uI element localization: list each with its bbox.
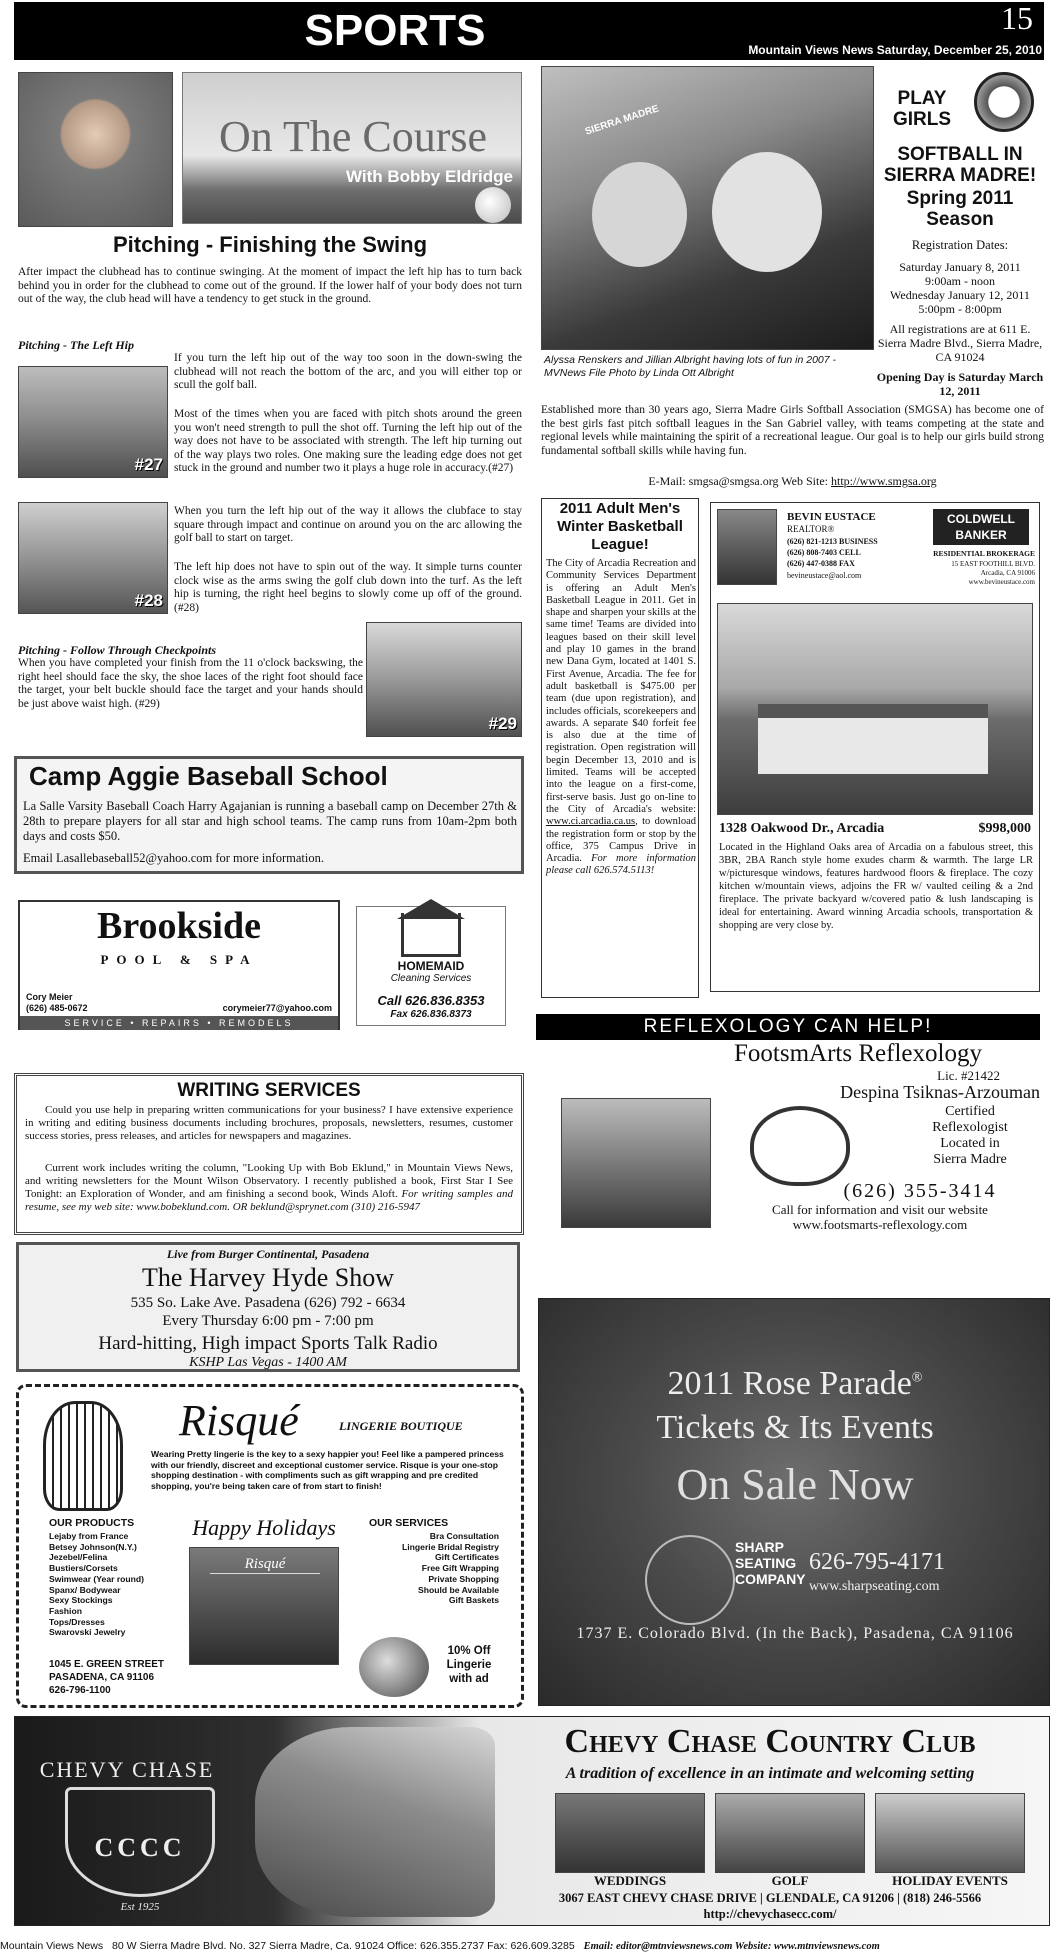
- brookside-name: Brookside: [96, 905, 261, 947]
- golf-photo-27: [18, 366, 168, 478]
- registration-time-1: 9:00am - noon: [925, 274, 995, 288]
- house-photo: [717, 603, 1033, 815]
- holiday-events-photo: [875, 1793, 1025, 1873]
- reflexology-line-1: Certified: [945, 1104, 995, 1119]
- sharp-company-2: SEATING: [735, 1555, 797, 1571]
- brookside-phone: (626) 485-0672: [26, 1003, 88, 1013]
- smgsa-website-link[interactable]: http://www.smgsa.org: [830, 474, 937, 488]
- softball-title-play: PLAY GIRLS: [892, 88, 952, 130]
- risque-store-sign: Risqué: [210, 1556, 320, 1574]
- listing-price: $998,000: [978, 821, 1031, 836]
- logo-line-2: BANKER: [955, 528, 1007, 542]
- registration-time-2: 5:00pm - 8:00pm: [918, 302, 1002, 316]
- service-item: Private Shopping: [428, 1573, 499, 1584]
- brookside-footer: SERVICE • REPAIRS • REMODELS: [20, 1016, 338, 1030]
- harvey-hyde-box: [16, 1242, 520, 1372]
- brookside-ad: [18, 900, 340, 1030]
- house-icon: [401, 913, 461, 957]
- agent-phone-cell: (626) 808-7403 CELL: [787, 548, 861, 557]
- reflexology-license: Lic. #21422: [937, 1068, 1000, 1083]
- agent-photo: [717, 509, 777, 585]
- softball-caption: Alyssa Renskers and Jillian Albright having lots of fun in 2007 - MVNews File Photo by Linda Ott Albright: [544, 354, 837, 379]
- risque-discount-1: 10% Off: [447, 1645, 491, 1657]
- chevy-chase-title: Chevy Chase Country Club: [564, 1723, 976, 1760]
- baseball-email: Email Lasallebaseball52@yahoo.com for more information.: [23, 851, 325, 865]
- writing-p2-text: Current work includes writing the column, "Looking Up with Bob Eklund," in Mountain Views News, and writing newsletters for the Mount Wilson Observatory. I recently published a book, First Star I See Tonight: an Exploration of Wonder, and am finishing a second book, Winds Aloft.: [25, 1162, 513, 1200]
- product-item: Lejaby from France: [49, 1531, 129, 1541]
- writing-title: WRITING SERVICES: [177, 1080, 361, 1101]
- rose-parade-ad: [538, 1298, 1050, 1706]
- corset-icon: [43, 1401, 123, 1511]
- paper-dateline: Mountain Views News Saturday, December 25, 2010: [748, 43, 1042, 57]
- arcadia-website-link[interactable]: www.ci.arcadia.ca.us: [546, 816, 636, 828]
- product-item: Betsey Johnson(N.Y.): [49, 1541, 137, 1552]
- service-item: Should be Available: [417, 1584, 499, 1595]
- golf-course-photo: [715, 1793, 865, 1873]
- risque-storefront: [189, 1547, 339, 1665]
- label-holiday-events: HOLIDAY EVENTS: [892, 1873, 1008, 1888]
- risque-products-title: OUR PRODUCTS: [49, 1517, 135, 1529]
- softball-email-line: E-Mail: smgsa@smgsa.org Web Site:: [648, 474, 831, 488]
- homemaid-name: HOMEMAID: [397, 959, 465, 973]
- label-golf: GOLF: [771, 1873, 809, 1888]
- broker-address-2: Arcadia, CA 91006: [980, 569, 1035, 577]
- risque-name: Risqué: [179, 1396, 299, 1445]
- footer-address: 80 W Sierra Madre Blvd. No. 327 Sierra Madre, Ca. 91024 Office: 626.355.2737 Fax: 626.609.3285: [112, 1940, 575, 1952]
- golf-p5: When you have completed your finish from the 11 o'clock backswing, the right heel should face the sky, the shoe laces of the right foot should face the target, your belt buckle should face the target and your hands should be just above waist high. (#29): [18, 657, 363, 710]
- rose-line-1: [539, 1365, 1051, 1403]
- reflexology-web[interactable]: www.footsmarts-reflexology.com: [792, 1217, 968, 1232]
- product-item: Sexy Stockings: [49, 1595, 113, 1606]
- registration-date-2: Wednesday January 12, 2011: [890, 288, 1030, 302]
- registration-date-1: Saturday January 8, 2011: [899, 260, 1021, 274]
- rose-web[interactable]: www.sharpseating.com: [809, 1579, 940, 1594]
- baseball-body: La Salle Varsity Baseball Coach Harry Agajanian is running a baseball camp on December 27th & 28th to prepare players for all star and high school teams. The camp runs from 10am-2pm both days and costs $50.: [23, 799, 517, 843]
- service-item: Bra Consultation: [429, 1531, 499, 1541]
- girl-right-face: [712, 152, 822, 272]
- reflexology-cta: Call for information and visit our website: [772, 1202, 988, 1217]
- basketball-title: 2011 Adult Men's Winter Basketball League!: [557, 500, 683, 553]
- reflexologist-photo: [561, 1098, 711, 1228]
- opening-day: Opening Day is Saturday March 12, 2011: [876, 370, 1044, 398]
- writing-services-box: [14, 1073, 524, 1235]
- rose-registered: ®: [911, 1370, 923, 1386]
- homemaid-subtitle: Cleaning Services: [390, 973, 472, 984]
- realestate-ad: [710, 502, 1040, 992]
- product-item: Bustiers/Corsets: [49, 1563, 118, 1574]
- agent-title: REALTOR®: [787, 524, 835, 534]
- chevy-chase-address: 3067 EAST CHEVY CHASE DRIVE | GLENDALE, CA 91206 | (818) 246-5566: [558, 1891, 982, 1905]
- label-weddings: WEDDINGS: [593, 1873, 667, 1888]
- product-item: Swimwear (Year round): [49, 1573, 145, 1584]
- golf-p2: Most of the times when you are faced with pitch shots around the green you won't need strength to pull the shot off. Turning the left hip out of the way does not have to be associated with strength. The left hip turning out of the way plays two roles. One making sure the leading edge does not get stuck in the ground and number two it plays a huge role in accuracy.(#27): [174, 408, 522, 474]
- baseball-box: [14, 756, 524, 874]
- sharp-company-1: SHARP: [735, 1539, 785, 1555]
- golf-banner: [182, 72, 522, 224]
- reflexologist-name: Despina Tsiknas-Arzouman: [840, 1082, 1040, 1102]
- risque-address-1: 1045 E. GREEN STREET: [49, 1659, 165, 1670]
- brookside-email: corymeier77@yahoo.com: [222, 1003, 332, 1013]
- house-shape: [758, 704, 988, 774]
- softball-body: Established more than 30 years ago, Sierra Madre Girls Softball Association (SMGSA) has become one of the best girls fast pitch softball leagues in the San Gabriel valley, with teams competing at the state and regional levels while maintaining the spirit of a recreational league. Our goal is to help our girls build strong fundamental softball skills while having fun.: [541, 404, 1044, 457]
- risque-subtitle: LINGERIE BOUTIQUE: [339, 1419, 463, 1433]
- product-item: Spanx/ Bodywear: [49, 1584, 121, 1595]
- page-footer: [0, 1938, 1056, 1954]
- golf-banner-subtitle: With Bobby Eldridge: [345, 167, 513, 186]
- chevy-chase-ad: [14, 1716, 1050, 1926]
- basketball-body-text-2: , to download the registration form or stop by the office, 375 Campus Drive in Arcadia.: [546, 816, 696, 865]
- rose-address: 1737 E. Colorado Blvd. (In the Back), Pasadena, CA 91106: [576, 1625, 1014, 1642]
- risque-phone: 626-796-1100: [49, 1685, 111, 1696]
- product-item: Swarovski Jewelry: [49, 1627, 126, 1638]
- rose-line-2: Tickets & Its Events: [656, 1409, 934, 1446]
- foot-icon: [750, 1106, 850, 1186]
- weddings-photo: [555, 1793, 705, 1873]
- risque-services-list: [359, 1531, 499, 1606]
- softball-title-season: Spring 2011 Season: [906, 188, 1014, 230]
- golf-p4: The left hip does not have to spin out of the way. It simple turns counter clock wise as the arms swing the golf club down into the turf. As the left hip is turning, the right heel begins to slowly come up off of the ground. (#28): [174, 561, 522, 614]
- roof-icon: [397, 899, 465, 919]
- homemaid-fax: Fax 626.836.8373: [390, 1009, 472, 1020]
- risque-discount-3: with ad: [449, 1673, 489, 1685]
- harvey-address: 535 So. Lake Ave. Pasadena (626) 792 - 6634: [130, 1295, 406, 1311]
- page-number: 15: [1001, 0, 1033, 36]
- basketball-body-text: The City of Arcadia Recreation and Community Services Department is offering an Adult Men's Basketball League in 2011. Get in shape and sharpen your skills at the same time! Teams are divided into leagues based on their skill level and play 10 games in the brand new Dana Gym, located at 1401 S. First Avenue, Arcadia. The fee for adult basketball is $475.00 per team (due upon registration), and includes officials, scorekeepers and awards. A separate $40 forfeit fee is also due at the time of registration. Open registration will begin December 13, 2010 and is limited. Teams will be accepted into the league on a first-come, first-serve basis. Just go on-line to the City of Arcadia's website:: [546, 558, 696, 815]
- golf-photo-29: [366, 622, 522, 737]
- crest-arc-text: CHEVY CHASE: [39, 1757, 215, 1782]
- writing-p2: [25, 1162, 513, 1214]
- golf-intro: After impact the clubhead has to continue swinging. At the moment of impact the left hip has to turn back behind you in order for the clubhead to come out of the ground. If the lower half of your body does not turn out of the way, the club head will have a tendency to get stuck in the ground.: [18, 266, 522, 305]
- brokerage-label: RESIDENTIAL BROKERAGE: [933, 549, 1035, 558]
- smgsa-logo: [974, 72, 1034, 132]
- listing-description: Located in the Highland Oaks area of Arcadia on a fabulous street, this 3BR, 2BA Ranch style home exudes charm & warmth. The large LR w/picturesque windows, features hardwood floors & fireplace. The cozy kitchen w/mountain views, adjoins the FR w/ vaulted ceiling & a 2nd fireplace. The private backyard w/covered patio & lush landscaping is ideal for entertaining. Award winning Arcadia schools, transportation & shopping are very close by.: [719, 842, 1033, 931]
- risque-ad: [16, 1384, 524, 1708]
- photo-29-label: #29: [488, 714, 517, 733]
- reflexology-banner: REFLEXOLOGY CAN HELP!: [536, 1014, 1040, 1040]
- risque-holiday: Happy Holidays: [192, 1515, 336, 1540]
- product-item: Jezebel/Felina: [49, 1552, 108, 1563]
- product-item: Fashion: [49, 1605, 82, 1616]
- basketball-more-info: For more information please call 626.574.5113!: [546, 853, 696, 877]
- reflexology-phone: (626) 355-3414: [843, 1180, 997, 1202]
- golfer-portrait: [18, 72, 173, 227]
- golf-headline: Pitching - Finishing the Swing: [112, 232, 428, 257]
- ornament-icon: [359, 1637, 429, 1697]
- writing-p1: Could you use help in preparing written communications for your business? I have extensive experience in writing and editing business documents including brochures, proposals, newsletters, resumes, customer success stories, press releases, and articles for newspapers and magazines.: [25, 1104, 513, 1142]
- golf-p1: If you turn the left hip out of the way too soon in the down-swing the clubhead will not reach the bottom of the arc, and you will either top or scull the golf ball.: [174, 352, 522, 391]
- photo-27-label: #27: [134, 455, 163, 474]
- risque-intro: Wearing Pretty lingerie is the key to a sexy happier you! Feel like a pampered princess with our friendly, discreet and exceptional customer service. Risque is your one-stop shopping destination - with compliments such as gift wrapping and pre credited shopping, you're being taken care of from start to finish!: [151, 1449, 504, 1491]
- risque-services-title: OUR SERVICES: [369, 1517, 449, 1529]
- crest-letters: CCCC: [94, 1833, 186, 1862]
- brookside-subtitle: POOL & SPA: [100, 952, 258, 967]
- agent-phone-business: (626) 821-1213 BUSINESS: [787, 537, 878, 546]
- service-item: Free Gift Wrapping: [421, 1563, 499, 1574]
- risque-products-list: [49, 1531, 179, 1638]
- footer-contact[interactable]: Email: editor@mtnviewsnews.com Website: www.mtnviewsnews.com: [583, 1941, 880, 1952]
- listing-address: 1328 Oakwood Dr., Arcadia: [719, 821, 885, 836]
- golf-subhead-follow-through: Pitching - Follow Through Checkpoints: [18, 643, 217, 657]
- golf-ball-icon: [475, 187, 511, 223]
- homemaid-ad: [356, 906, 506, 1026]
- golfer-swing-photo: [255, 1727, 495, 1917]
- cap-text: SIERRA MADRE: [583, 103, 661, 138]
- softball-photo: [541, 66, 874, 350]
- harvey-tagline: Hard-hitting, High impact Sports Talk Radio: [98, 1333, 438, 1354]
- agent-name: BEVIN EUSTACE: [787, 511, 876, 523]
- harvey-station: KSHP Las Vegas - 1400 AM: [189, 1355, 347, 1370]
- service-item: Lingerie Bridal Registry: [402, 1541, 499, 1552]
- risque-discount-2: Lingerie: [446, 1659, 492, 1671]
- golf-subhead-left-hip: Pitching - The Left Hip: [18, 338, 134, 352]
- registration-location: All registrations are at 611 E. Sierra Madre Blvd., Sierra Madre, CA 91024: [877, 322, 1043, 364]
- softball-contact: [541, 474, 1044, 489]
- broker-address-1: 15 EAST FOOTHILL BLVD.: [951, 560, 1035, 568]
- registration-label: Registration Dates:: [911, 238, 1009, 252]
- homemaid-call: Call 626.836.8353: [377, 993, 485, 1008]
- reflexology-line-3: Located in: [940, 1136, 1000, 1151]
- rose-line-3: On Sale Now: [676, 1460, 914, 1509]
- risque-address-2: PASADENA, CA 91106: [49, 1672, 155, 1683]
- sharp-company-3: COMPANY: [735, 1571, 806, 1587]
- coldwell-banker-logo: [933, 509, 1029, 545]
- section-title: SPORTS: [304, 6, 486, 55]
- photo-28-label: #28: [134, 591, 163, 610]
- girl-left-face: [592, 162, 687, 267]
- rose-line-1-text: 2011 Rose Parade: [667, 1365, 912, 1402]
- softball-title-sierra: SOFTBALL IN SIERRA MADRE!: [883, 144, 1037, 186]
- reflexology-name: FootsmArts Reflexology: [734, 1040, 982, 1067]
- writing-p2-contact: For writing samples and resume, see my web site: www.bobeklund.com. OR beklund@sprynet.com (310) 216-5947: [25, 1188, 514, 1213]
- baseball-title: Camp Aggie Baseball School: [29, 761, 388, 791]
- brookside-contact: Cory Meier: [26, 992, 73, 1002]
- broker-web: www.bevineustace.com: [968, 578, 1035, 586]
- footer-paper: Mountain Views News: [0, 1940, 104, 1952]
- golf-photo-28: [18, 502, 168, 614]
- golf-banner-title: On The Course: [218, 112, 488, 161]
- logo-line-1: COLDWELL: [947, 512, 1015, 526]
- chevy-chase-tagline: A tradition of excellence in an intimate and welcoming setting: [565, 1765, 975, 1782]
- golf-p3: When you turn the left hip out of the way it allows the clubface to stay square through impact and continue on around you on the arc allowing the golf ball to start on target.: [174, 505, 522, 544]
- basketball-body: [546, 558, 696, 878]
- service-item: Gift Baskets: [448, 1595, 499, 1606]
- product-item: Tops/Dresses: [49, 1616, 105, 1627]
- harvey-kicker: Live from Burger Continental, Pasadena: [166, 1247, 370, 1261]
- agent-fax: (626) 447-0388 FAX: [787, 559, 855, 568]
- harvey-title: The Harvey Hyde Show: [142, 1263, 394, 1292]
- service-item: Gift Certificates: [435, 1552, 499, 1563]
- crest-established: Est 1925: [120, 1901, 160, 1913]
- sharp-seating-seal: [645, 1535, 735, 1625]
- reflexology-line-4: Sierra Madre: [933, 1152, 1007, 1167]
- harvey-time: Every Thursday 6:00 pm - 7:00 pm: [162, 1313, 374, 1329]
- reflexology-line-2: Reflexologist: [932, 1120, 1008, 1135]
- agent-email: bevineustace@aol.com: [787, 571, 862, 580]
- rose-phone: 626-795-4171: [809, 1549, 945, 1575]
- chevy-chase-web[interactable]: http://chevychasecc.com/: [703, 1907, 837, 1921]
